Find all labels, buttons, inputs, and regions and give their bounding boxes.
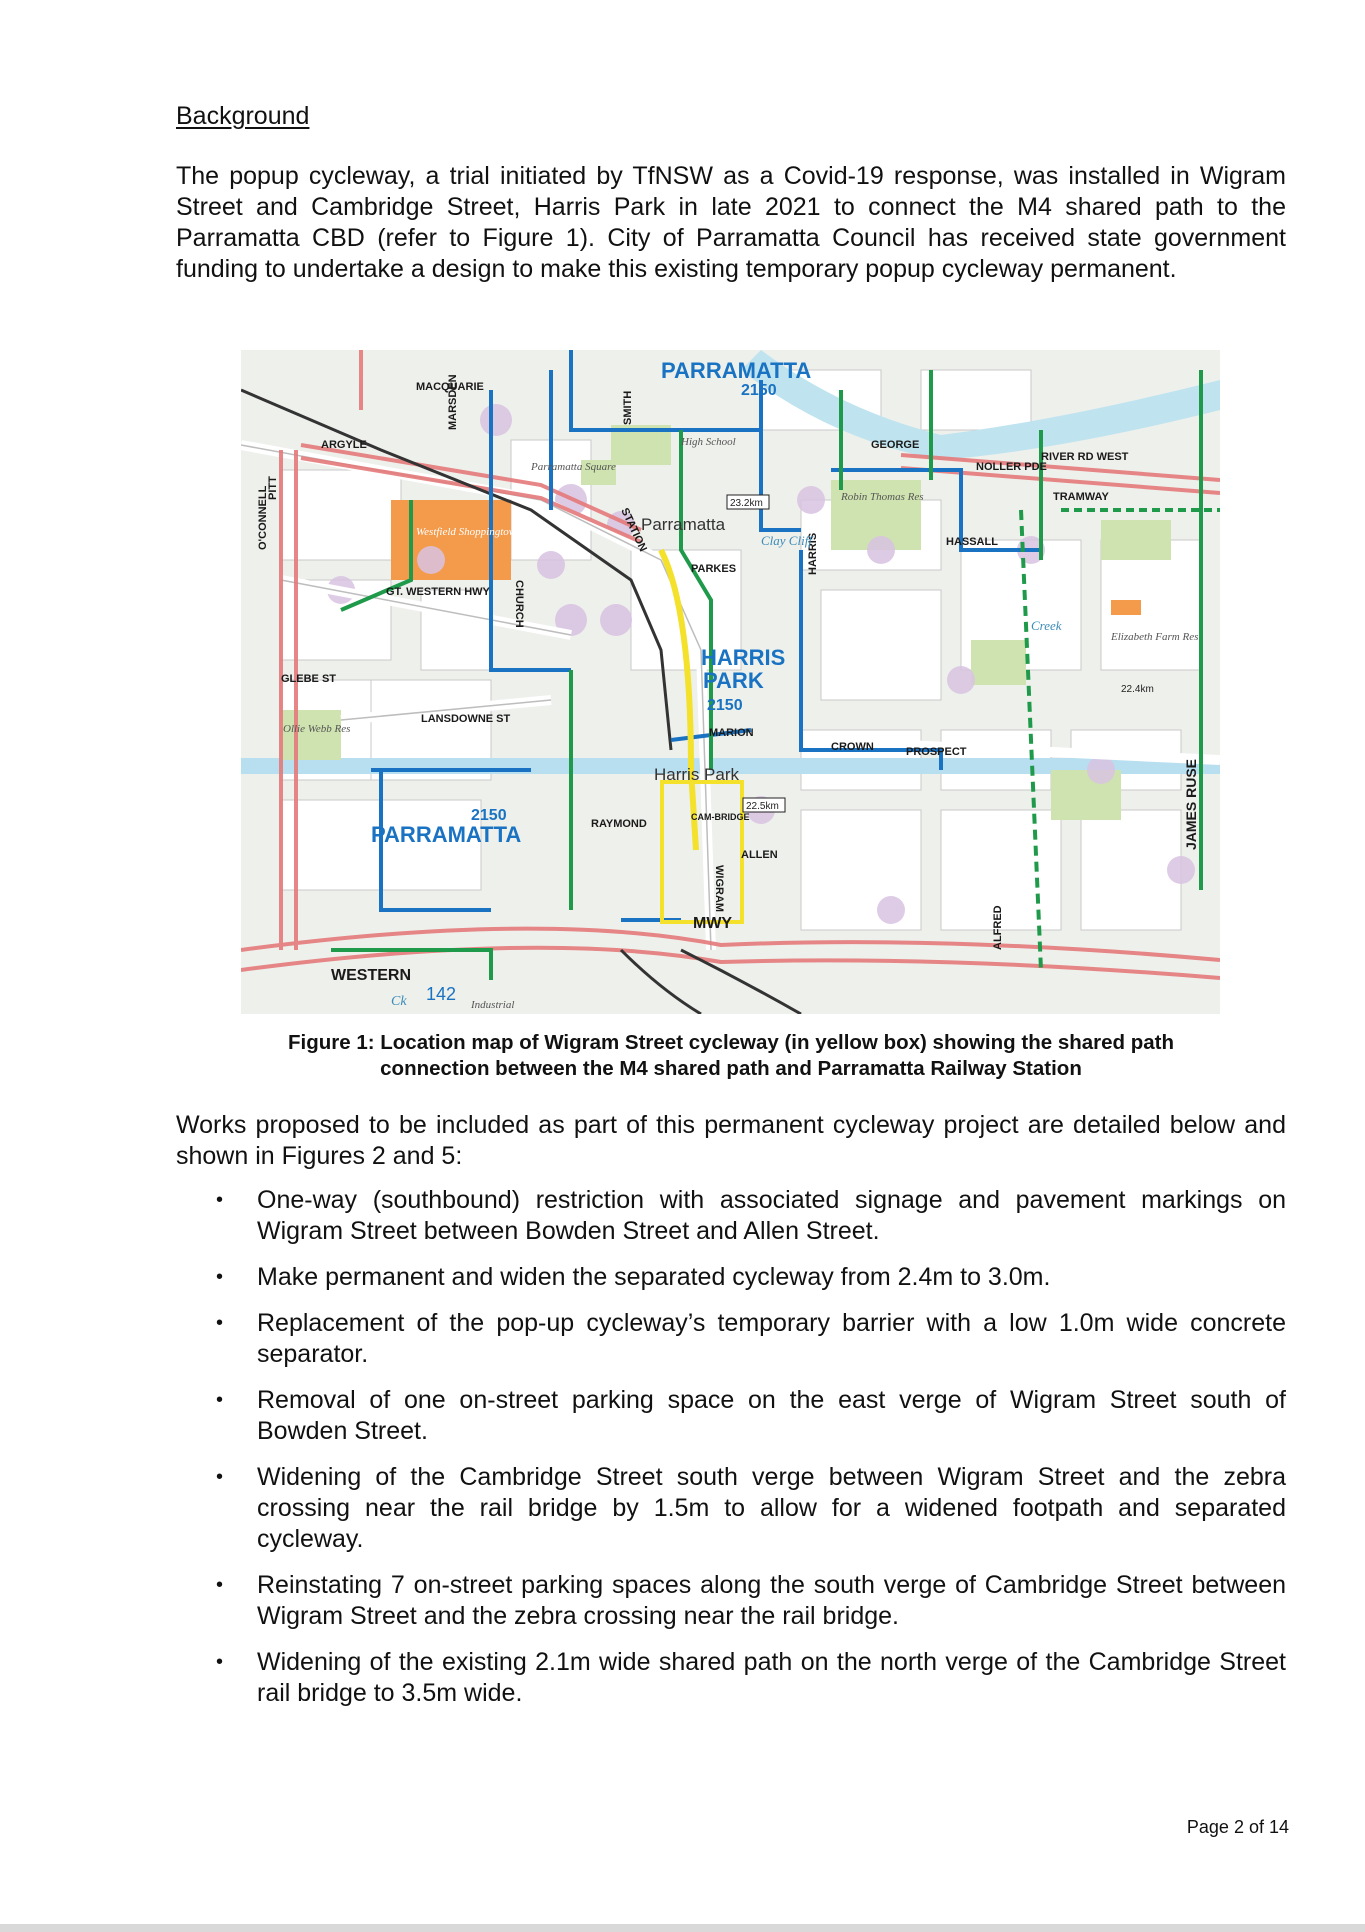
figure-caption [176,1030,1286,1082]
map-street-george: GEORGE [871,439,920,451]
list-item: • Widening of the Cambridge Street south verge between Wigram Street and the zebra crossing near the rail bridge by 1.5m to allow for a widened footpath and separated cycleway. [216,1463,1286,1553]
map-poi-westfield: Westfield Shoppingtown [416,526,522,538]
map-street-wigram: WIGRAM [713,865,725,913]
map-street-marion: MARION [709,727,754,739]
map-poi-ollie-webb: Ollie Webb Res [283,723,351,735]
map-street-lansdowne: LANSDOWNE ST [421,713,511,725]
map-street-argyle: ARGYLE [321,439,367,451]
map-street-prospect: PROSPECT [906,746,967,758]
list-item: • Removal of one on-street parking space on the east verge of Wigram Street south of Bowden Street. [216,1386,1286,1445]
map-street-cambridge: CAM-BRIDGE [691,812,750,822]
map-street-oconnell: O'CONNELL [257,485,269,550]
map-street-macquarie: MACQUARIE [416,381,484,393]
map-poi-industrial: Industrial [471,999,515,1011]
list-item: • Make permanent and widen the separated cycleway from 2.4m to 3.0m. [216,1263,1051,1291]
map-street-crown: CROWN [831,741,874,753]
map-label-postcode-bottom: 2150 [471,807,507,824]
page-number: Page 2 of 14 [1186,1817,1289,1837]
bullet-icon: • [216,1651,224,1673]
map-label-postcode-top: 2150 [741,382,777,399]
intro-paragraph: The popup cycleway, a trial initiated by TfNSW as a Covid-19 response, was installed in Wigram Street and Cambridge Street, Harris Park in late 2021 to connect the M4 shared path to the Parramatta CBD (refer to Figure 1). City of Parramatta Council has received state government funding to undertake a design to make this existing temporary popup cycleway permanent. [176,162,1286,283]
map-street-alfred: ALFRED [992,905,1004,950]
map-label-park: PARK [703,668,764,693]
map-station-parramatta: Parramatta [641,515,726,534]
map-label-parramatta-bottom: PARRAMATTA [371,822,522,847]
bullet-icon: • [216,1312,224,1334]
map-street-western: WESTERN [331,967,411,984]
map-poi-high-school: High School [681,436,736,448]
map-distance-2: 22.5km [746,801,779,812]
works-intro: Works proposed to be included as part of this permanent cycleway project are detailed below and shown in Figures 2 and 5: [176,1111,1286,1170]
map-street-noller: NOLLER PDE [976,461,1047,473]
map-poi-robin-thomas: Robin Thomas Res [841,491,924,503]
map-label-postcode-mid: 2150 [707,697,743,714]
map-distance-1: 23.2km [730,498,763,509]
caption-line-2: connection between the M4 shared path and Parramatta Railway Station [380,1057,1082,1080]
section-heading: Background [176,102,310,130]
map-poi-creek: Creek [1031,618,1062,633]
map-street-marsden: MARSDEN [447,374,459,430]
map-street-harris: HARRIS [807,532,819,575]
map-poi-elizabeth-farm: Elizabeth Farm Res [1111,631,1199,643]
map-poi-parramatta-square: Parramatta Square [531,461,616,473]
caption-line-1: Figure 1: Location map of Wigram Street cycleway (in yellow box) showing the shared path [287,1031,1175,1054]
bullet-icon: • [216,1574,224,1596]
map-label-harris: HARRIS [701,645,786,670]
map-street-smith: SMITH [622,390,634,425]
map-station-harris-park: Harris Park [654,765,740,784]
map-street-allen: ALLEN [741,849,778,861]
location-map [241,350,1220,1014]
map-street-hassall: HASSALL [946,536,998,548]
map-poi-clay-cliff: Clay Cliff [761,533,812,548]
bullet-icon: • [216,1266,224,1288]
bullet-icon: • [216,1466,224,1488]
bullet-icon: • [216,1389,224,1411]
map-label-mwy: MWY [693,915,733,932]
map-street-river-rd: RIVER RD WEST [1041,451,1129,463]
map-street-gt-western: GT. WESTERN HWY [386,586,490,598]
map-label-142: 142 [426,984,457,1004]
map-street-station: STATION [618,506,649,554]
map-street-church: CHURCH [513,580,525,628]
map-street-raymond: RAYMOND [591,818,647,830]
page-bottom-bar [0,1924,1365,1932]
map-street-parkes: PARKES [691,563,737,575]
list-item: • Replacement of the pop-up cycleway’s temporary barrier with a low 1.0m wide concrete separator. [216,1309,1286,1368]
map-distance-3: 22.4km [1121,684,1154,695]
bullet-icon: • [216,1189,224,1211]
map-label-parramatta-top: PARRAMATTA [661,358,812,383]
list-item: • One-way (southbound) restriction with associated signage and pavement markings on Wigram Street between Bowden Street and Allen Street. [216,1186,1286,1245]
map-street-pitt: PITT [267,476,279,500]
works-list [176,1185,1286,1724]
map-street-tramway: TRAMWAY [1053,491,1109,503]
map-poi-ck: Ck [391,994,407,1009]
map-street-james-ruse: JAMES RUSE [1183,758,1199,850]
map-street-glebe: GLEBE ST [281,673,337,685]
list-item: • Widening of the existing 2.1m wide shared path on the north verge of the Cambridge Street rail bridge to 3.5m wide. [216,1648,1286,1707]
list-item: • Reinstating 7 on-street parking spaces along the south verge of Cambridge Street between Wigram Street and the zebra crossing near the rail bridge. [216,1571,1286,1630]
